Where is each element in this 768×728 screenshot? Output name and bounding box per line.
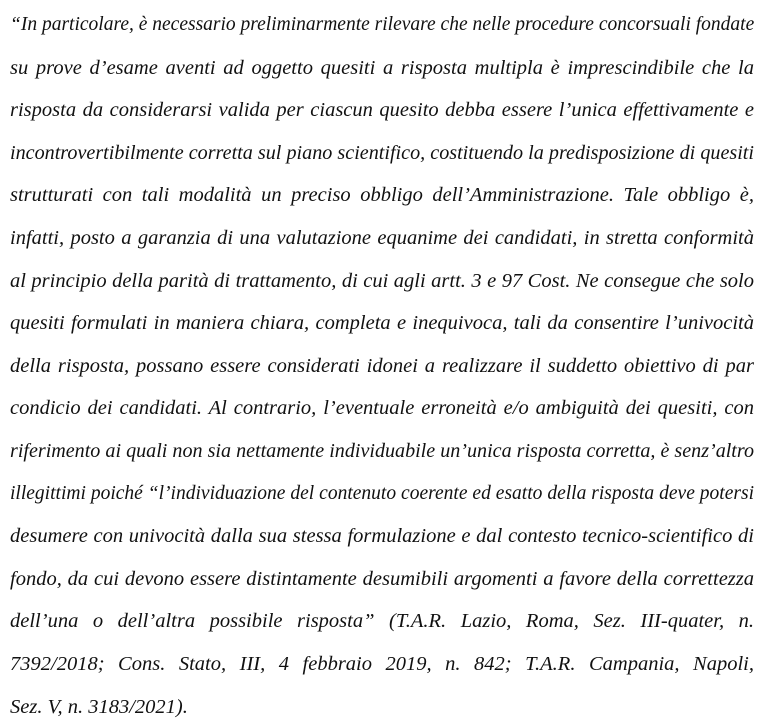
text-line: illegittimi poiché “l’individuazione del contenuto coerente ed esatto della risposta deve potersi [10,482,754,504]
text-line: desumere con univocità dalla sua stessa formulazione e dal contesto tecnico-scientifico di [10,525,754,548]
text-line: quesiti formulati in maniera chiara, completa e inequivoca, tali da consentire l’univocità [10,312,754,335]
text-line: della risposta, possano essere considerati idonei a realizzare il suddetto obiettivo di par [10,354,754,377]
text-line: dell’una o dell’altra possibile risposta” (T.A.R. Lazio, Roma, Sez. III-quater, n. [10,610,754,633]
text-line: fondo, da cui devono essere distintamente desumibili argomenti a favore della correttezza [10,567,754,590]
text-line: infatti, posto a garanzia di una valutazione equanime dei candidati, in stretta conformità [10,226,754,249]
text-line: “In particolare, è necessario preliminarmente rilevare che nelle procedure concorsuali fondate [10,14,755,35]
text-line: risposta da considerarsi valida per ciascun quesito debba essere l’unica effettivamente e [10,99,754,122]
quoted-paragraph [10,4,754,728]
text-line: Sez. V, n. 3183/2021). [10,695,188,718]
text-line: condicio dei candidati. Al contrario, l’eventuale erroneità e/o ambiguità dei quesiti, con [10,397,754,420]
text-line: strutturati con tali modalità un preciso obbligo dell’Amministrazione. Tale obbligo è, [10,184,754,207]
text-line: su prove d’esame aventi ad oggetto quesiti a risposta multipla è imprescindibile che la [10,56,754,79]
text-line: 7392/2018; Cons. Stato, III, 4 febbraio 2019, n. 842; T.A.R. Campania, Napoli, [10,652,754,675]
text-line: incontrovertibilmente corretta sul piano scientifico, costituendo la predisposizione di quesiti [10,141,754,164]
text-line: riferimento ai quali non sia nettamente individuabile un’unica risposta corretta, è senz’altro [10,439,754,462]
text-line: al principio della parità di trattamento, di cui agli artt. 3 e 97 Cost. Ne consegue che solo [10,269,754,292]
